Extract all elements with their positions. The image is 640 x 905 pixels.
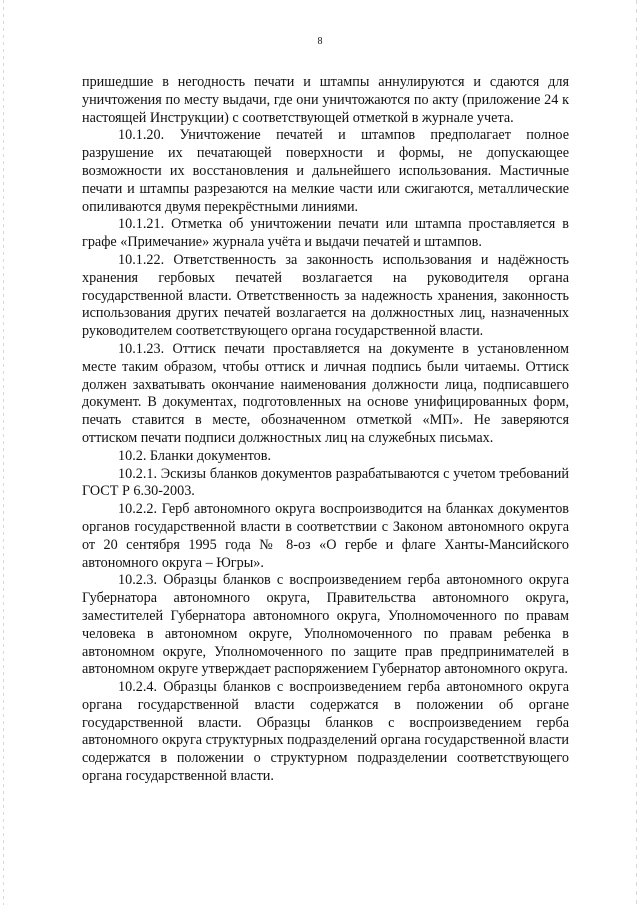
paragraph-10-2-1: 10.2.1. Эскизы бланков документов разрабатываются с учетом требований ГОСТ Р 6.30-2003. bbox=[82, 465, 569, 500]
document-body bbox=[82, 74, 569, 786]
scan-edge-right bbox=[636, 0, 637, 905]
paragraph-10-1-20: 10.1.20. Уничтожение печатей и штампов предполагает полное разрушение их печатающей поверхности и формы, не допускающее возможности их восстановления и дальнейшего использования. Мастичные печати и штампы разрезаются на мелкие части или сжигаются, металлические опиливаются двумя перекрёстными линиями. bbox=[82, 127, 569, 215]
paragraph-10-1-21: 10.1.21. Отметка об уничтожении печати или штампа проставляется в графе «Примечание» журнала учёта и выдачи печатей и штампов. bbox=[82, 216, 569, 251]
paragraph-10-2-2: 10.2.2. Герб автономного округа воспроизводится на бланках документов органов государственной власти в соответствии с Законом автономного округа от 20 сентября 1995 года № 8-оз «О гербе и флаге Ханты-Мансийского автономного округа – Югры». bbox=[82, 501, 569, 571]
paragraph-10-2-3: 10.2.3. Образцы бланков с воспроизведением герба автономного округа Губернатора автономного округа, Правительства автономного округа, заместителей Губернатора автономного округа, Уполномоченного по правам человека в автономном округе, Уполномоченного по правам ребенка в автономном округе, Уполномоченного по защите прав предпринимателей в автономном округе утверждает распоряжением Губернатор автономного округа. bbox=[82, 572, 569, 678]
paragraph-10-2-4: 10.2.4. Образцы бланков с воспроизведением герба автономного округа органа государственной власти содержатся в положении об органе государственной власти. Образцы бланков с воспроизведением герба автономного округа структурных подразделений органа государственной власти содержатся в положении о структурном подразделении соответствующего органа государственной власти. bbox=[82, 679, 569, 785]
paragraph-10-1-23: 10.1.23. Оттиск печати проставляется на документе в установленном месте таким образом, чтобы оттиск и личная подпись были читаемы. Оттиск должен захватывать окончание наименования должности лица, подписавшего документ. В документах, подготовленных на основе унифицированных форм, печать ставится в месте, обозначенном отметкой «МП». Не заверяются оттиском печати подписи должностных лиц на служебных письмах. bbox=[82, 340, 569, 446]
page-number: 8 bbox=[317, 36, 323, 47]
scan-edge-left bbox=[3, 0, 4, 905]
paragraph-continuation: пришедшие в негодность печати и штампы аннулируются и сдаются для уничтожения по месту выдачи, где они уничтожаются по акту (приложение 24 к настоящей Инструкции) с соответствующей отметкой в журнале учета. bbox=[82, 74, 569, 126]
section-heading-10-2: 10.2. Бланки документов. bbox=[118, 447, 272, 464]
paragraph-10-1-22: 10.1.22. Ответственность за законность использования и надёжность хранения гербовых печатей возлагается на руководителя органа государственной власти. Ответственность за надежность хранения, законность использования других печатей возлагается на должностных лиц, назначенных руководителем соответствующего органа государственной власти. bbox=[82, 251, 569, 340]
